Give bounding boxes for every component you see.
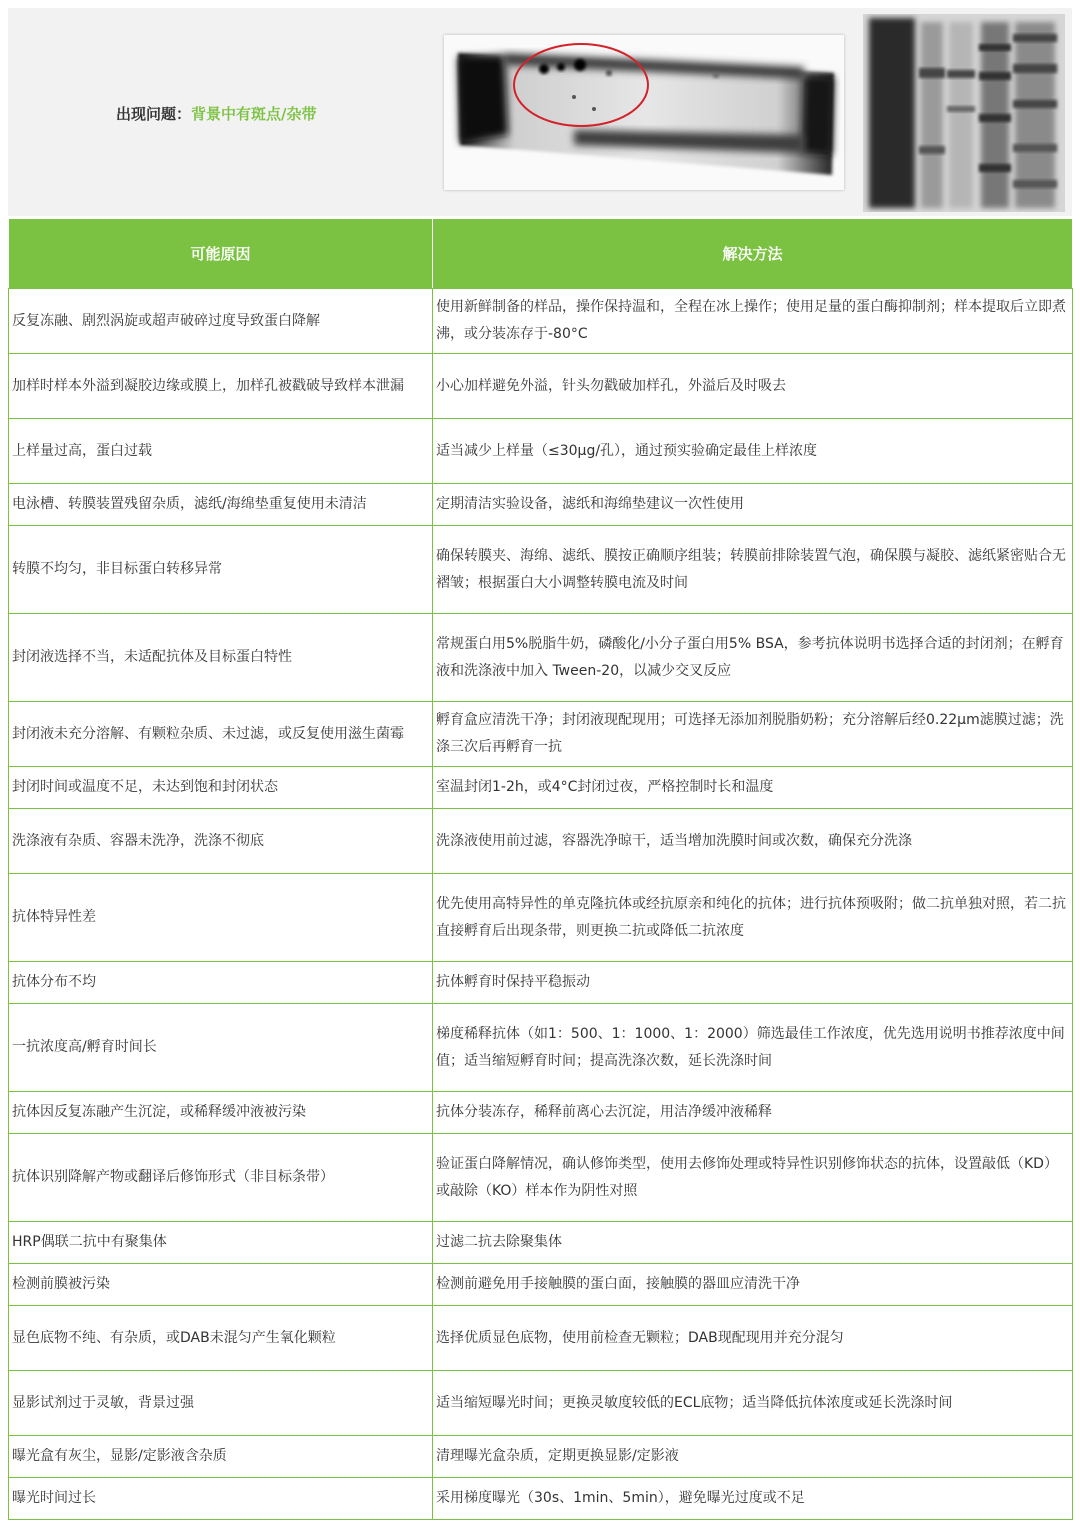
table-row xyxy=(9,289,1073,354)
blot-image-spots xyxy=(444,35,844,190)
cause-cell: 封闭液选择不当，未适配抗体及目标蛋白特性 xyxy=(9,614,433,702)
table-row xyxy=(9,1134,1073,1222)
cause-cell: 抗体分布不均 xyxy=(9,962,433,1004)
table-row xyxy=(9,1264,1073,1306)
table-row xyxy=(9,874,1073,962)
table-row xyxy=(9,1092,1073,1134)
table-row xyxy=(9,526,1073,614)
cause-cell: 抗体特异性差 xyxy=(9,874,433,962)
cause-cell: 显影试剂过于灵敏，背景过强 xyxy=(9,1371,433,1436)
cause-cell: 封闭时间或温度不足，未达到饱和封闭状态 xyxy=(9,767,433,809)
solution-cell: 抗体孵育时保持平稳振动 xyxy=(433,962,1073,1004)
solution-cell: 检测前避免用手接触膜的蛋白面，接触膜的器皿应清洗干净 xyxy=(433,1264,1073,1306)
table-row xyxy=(9,419,1073,484)
solution-cell: 使用新鲜制备的样品，操作保持温和，全程在冰上操作；使用足量的蛋白酶抑制剂；样本提取后立即煮沸，或分装冻存于-80°C xyxy=(433,289,1073,354)
cause-cell: 显色底物不纯、有杂质，或DAB未混匀产生氧化颗粒 xyxy=(9,1306,433,1371)
issue-line xyxy=(116,103,317,124)
table-row xyxy=(9,484,1073,526)
solution-cell: 定期清洁实验设备，滤纸和海绵垫建议一次性使用 xyxy=(433,484,1073,526)
solution-cell: 适当缩短曝光时间；更换灵敏度较低的ECL底物；适当降低抗体浓度或延长洗涤时间 xyxy=(433,1371,1073,1436)
cause-cell: 抗体识别降解产物或翻译后修饰形式（非目标条带） xyxy=(9,1134,433,1222)
issue-value: 背景中有斑点/杂带 xyxy=(191,105,317,123)
table-row xyxy=(9,354,1073,419)
cause-cell: 抗体因反复冻融产生沉淀，或稀释缓冲液被污染 xyxy=(9,1092,433,1134)
cause-cell: 加样时样本外溢到凝胶边缘或膜上，加样孔被戳破导致样本泄漏 xyxy=(9,354,433,419)
table-row xyxy=(9,962,1073,1004)
table-row xyxy=(9,1436,1073,1478)
table-row xyxy=(9,1004,1073,1092)
cause-cell: 洗涤液有杂质、容器未洗净，洗涤不彻底 xyxy=(9,809,433,874)
solution-cell: 梯度稀释抗体（如1：500、1：1000、1：2000）筛选最佳工作浓度，优先选用说明书推荐浓度中间值；适当缩短孵育时间；提高洗涤次数，延长洗涤时间 xyxy=(433,1004,1073,1092)
cause-cell: 曝光时间过长 xyxy=(9,1478,433,1520)
table-row xyxy=(9,1306,1073,1371)
table-row xyxy=(9,1478,1073,1520)
cause-cell: 上样量过高，蛋白过载 xyxy=(9,419,433,484)
solution-cell: 确保转膜夹、海绵、滤纸、膜按正确顺序组装；转膜前排除装置气泡，确保膜与凝胶、滤纸紧密贴合无褶皱；根据蛋白大小调整转膜电流及时间 xyxy=(433,526,1073,614)
cause-cell: 曝光盒有灰尘，显影/定影液含杂质 xyxy=(9,1436,433,1478)
cause-cell: 检测前膜被污染 xyxy=(9,1264,433,1306)
solution-cell: 优先使用高特异性的单克隆抗体或经抗原亲和纯化的抗体；进行抗体预吸附；做二抗单独对照，若二抗直接孵育后出现条带，则更换二抗或降低二抗浓度 xyxy=(433,874,1073,962)
header-solution: 解决方法 xyxy=(433,219,1073,289)
issue-label: 出现问题： xyxy=(116,105,192,123)
solution-cell: 抗体分装冻存，稀释前离心去沉淀，用洁净缓冲液稀释 xyxy=(433,1092,1073,1134)
table-row xyxy=(9,702,1073,767)
solution-cell: 过滤二抗去除聚集体 xyxy=(433,1222,1073,1264)
cause-cell: 一抗浓度高/孵育时间长 xyxy=(9,1004,433,1092)
table-row xyxy=(9,1371,1073,1436)
cause-cell: 封闭液未充分溶解、有颗粒杂质、未过滤，或反复使用滋生菌霉 xyxy=(9,702,433,767)
table-header-row xyxy=(9,219,1073,289)
table-row xyxy=(9,767,1073,809)
solution-cell: 洗涤液使用前过滤，容器洗净晾干，适当增加洗膜时间或次数，确保充分洗涤 xyxy=(433,809,1073,874)
solution-cell: 适当减少上样量（≤30μg/孔），通过预实验确定最佳上样浓度 xyxy=(433,419,1073,484)
solution-cell: 小心加样避免外溢，针头勿戳破加样孔，外溢后及时吸去 xyxy=(433,354,1073,419)
solution-cell: 常规蛋白用5%脱脂牛奶，磷酸化/小分子蛋白用5% BSA，参考抗体说明书选择合适的封闭剂；在孵育液和洗涤液中加入 Tween-20，以减少交叉反应 xyxy=(433,614,1073,702)
cause-cell: HRP偶联二抗中有聚集体 xyxy=(9,1222,433,1264)
solution-cell: 验证蛋白降解情况，确认修饰类型，使用去修饰处理或特异性识别修饰状态的抗体，设置敲低（KD）或敲除（KO）样本作为阴性对照 xyxy=(433,1134,1073,1222)
table-row xyxy=(9,614,1073,702)
solution-cell: 室温封闭1-2h，或4°C封闭过夜，严格控制时长和温度 xyxy=(433,767,1073,809)
troubleshooting-table xyxy=(8,218,1073,1520)
solution-cell: 选择优质显色底物，使用前检查无颗粒；DAB现配现用并充分混匀 xyxy=(433,1306,1073,1371)
solution-cell: 采用梯度曝光（30s、1min、5min），避免曝光过度或不足 xyxy=(433,1478,1073,1520)
cause-cell: 转膜不均匀，非目标蛋白转移异常 xyxy=(9,526,433,614)
solution-cell: 孵育盒应清洗干净；封闭液现配现用；可选择无添加剂脱脂奶粉；充分溶解后经0.22μm滤膜过滤；洗涤三次后再孵育一抗 xyxy=(433,702,1073,767)
cause-cell: 电泳槽、转膜装置残留杂质，滤纸/海绵垫重复使用未清洁 xyxy=(9,484,433,526)
header-cause: 可能原因 xyxy=(9,219,433,289)
table-row xyxy=(9,1222,1073,1264)
cause-cell: 反复冻融、剧烈涡旋或超声破碎过度导致蛋白降解 xyxy=(9,289,433,354)
solution-cell: 清理曝光盒杂质，定期更换显影/定影液 xyxy=(433,1436,1073,1478)
table-row xyxy=(9,809,1073,874)
blot-image-bands xyxy=(863,14,1065,212)
